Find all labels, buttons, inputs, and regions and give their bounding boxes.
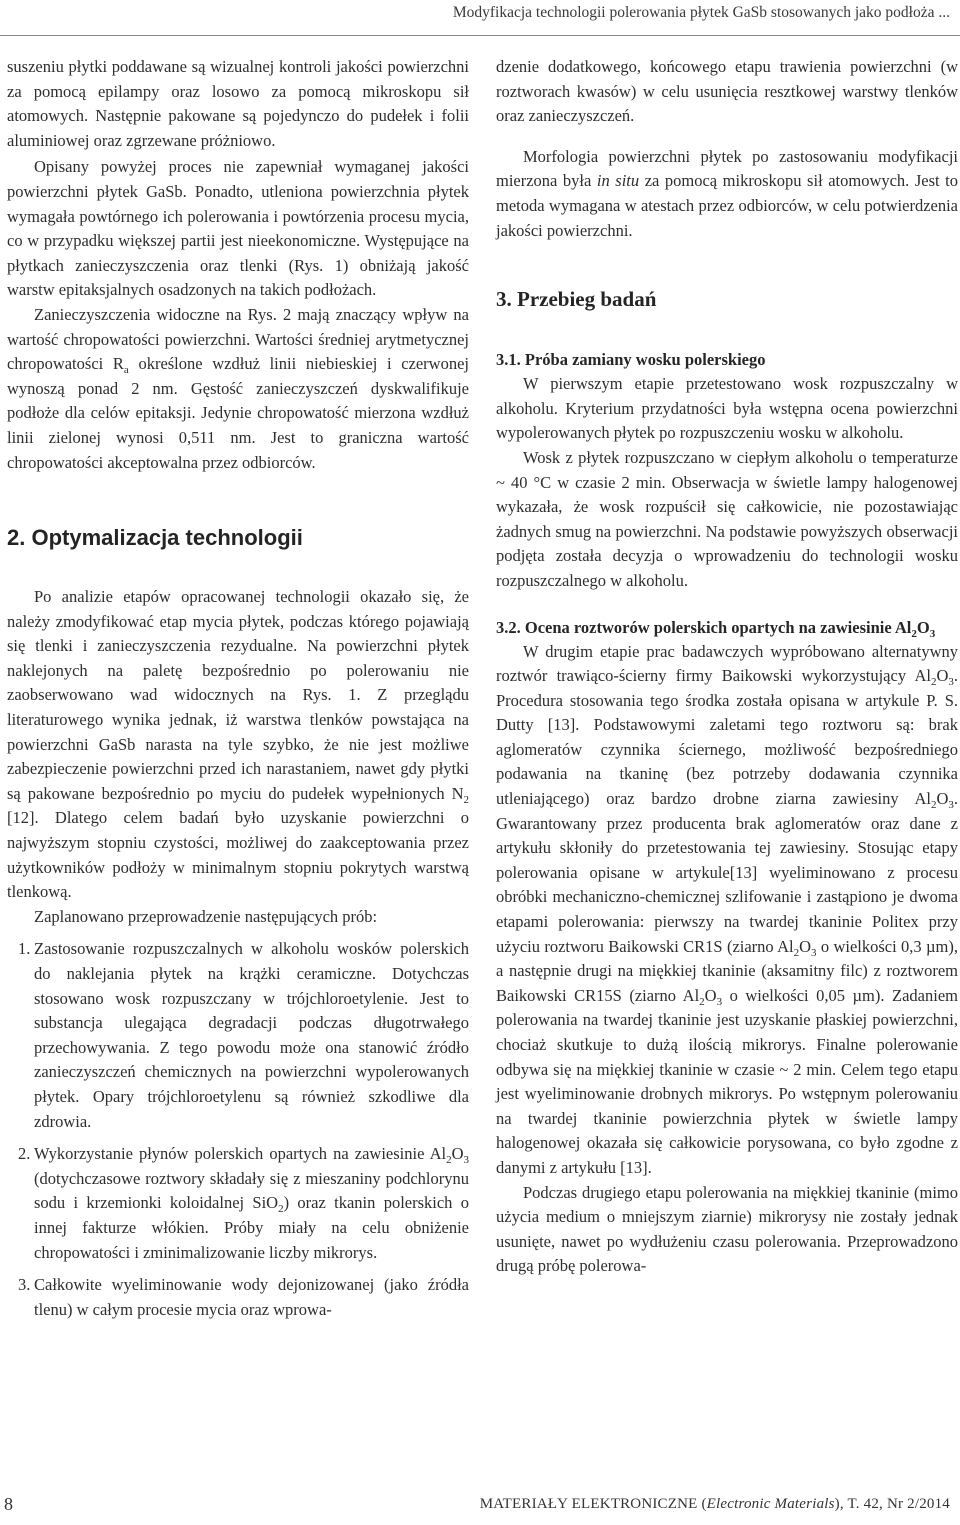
list-item: 2. Wykorzystanie płynów polerskich opartych na zawiesinie $Al_2O_3$ (dotychczasowe roztwory składały się z mieszaniny podchlorynu sodu i krzemionki koloidalnej SiO$_2$) oraz tkanin polerskich o innej fakturze włókien. Próby miały na celu obniżenie chropowatości i zminimalizowanie liczby mikrorys. <box>18 1144 470 1262</box>
running-title: Modyfikacja technologii polerowania płytek GaSb stosowanych jako podłoża ... <box>452 4 950 21</box>
journal-citation: MATERIAŁY ELEKTRONICZNE (Electronic Materials), T. 42, Nr 2/2014 <box>479 1496 950 1512</box>
left-column <box>7 55 469 1322</box>
subsection-heading: 3.1. Próba zamiany wosku polerskiego <box>496 350 766 370</box>
section-heading: 3. Przebieg badań <box>496 287 657 312</box>
paragraph: Zanieczyszczenia widoczne na Rys. 2 mają znaczący wpływ na wartość chropowatości powierzchni. Wartości średniej arytmetycznej chropowatości $R_a$ określone wzdłuż linii niebieskiej i czerwonej wynoszą ponad 2 nm. Gęstość zanieczyszczeń dyskwalifikuje podłoże dla celów epitaksji. Jedynie chropowatość mierzona wzdłuż linii zielonej wynosi 0,511 nm. Jest to graniczna wartość chropowatości akceptowalna przez odbiorców. <box>7 304 469 472</box>
page-number: 8 <box>4 1494 13 1514</box>
paragraph: Po analizie etapów opracowanej technologii okazało się, że należy zmodyfikować etap mycia płytek, podczas którego pojawiają się tlenki i zanieczyszczenia rezydualne. Na powierzchni płytek naklejonych na paletę bezpośrednio po polerowaniu nie zaobserwowano wad widocznych na Rys. 1. Z przeglądu literaturowego wynika jednak, iż warstwa tlenków powstająca na powierzchni GaSb narasta na tyle szybko, że nie jest możliwe zabezpieczenie powierzchni przed ich narastaniem, nawet gdy płytki są pakowane bezpośrednio po myciu do pudełek wypełnionych $N_2$ [12]. Dlatego celem badań było uzyskanie powierzchni o najwyższym stopniu czystości, możliwej do zaakceptowania przez użytkowników podłoży w minimalnym stopniu pokrytych warstwą tlenkową. <box>7 587 469 902</box>
section-heading: 2. Optymalizacja technologii <box>7 525 303 551</box>
page-footer <box>0 1494 960 1522</box>
paragraph: Morfologia powierzchni płytek po zastosowaniu modyfikacji mierzona była in situ za pomocą mikroskopu sił atomowych. Jest to metoda wymagana w atestach przez odbiorców, w celu potwierdzenia jakości powierzchni. <box>496 146 958 240</box>
list-item: 1. Zastosowanie rozpuszczalnych w alkoholu wosków polerskich do naklejania płytek na krążki ceramiczne. Dotychczas stosowano wosk rozpuszczany w trójchloroetylenie. Jest to substancja ulegająca degradacji podczas długotrwałego przechowywania. Z tego powodu może ona stanowić źródło zanieczyszczeń chemicznych na powierzchni wypolerowanych płytek. Opary trójchloroetylenu są również szkodliwe dla zdrowia. <box>18 939 469 1131</box>
paragraph: Wosk z płytek rozpuszczano w ciepłym alkoholu o temperaturze ~ 40 °C w czasie 2 min. Obserwacja w świetle lampy halogenowej wykazała, że wosk rozpuścił się całkowicie, nie pozostawiając żadnych smug na powierzchni. Na podstawie powyższych obserwacji podjęta została decyzja o wprowadzeniu do technologii wosku rozpuszczalnego w alkoholu. <box>496 447 958 590</box>
subsection-heading: 3.2. Ocena roztworów polerskich opartych na zawiesinie $Al_2O_3$ <box>496 617 936 640</box>
list-item: 3. Całkowite wyeliminowanie wody dejonizowanej (jako źródła tlenu) w całym procesie mycia oraz wprowa- <box>18 1275 469 1319</box>
paragraph: Podczas drugiego etapu polerowania na miękkiej tkaninie (mimo użycia medium o mniejszym ziarnie) mikrorysy nie zostały jednak usunięte, nawet po wydłużeniu czasu polerowania. Przeprowadzono drugą próbę polerowa- <box>496 1182 958 1276</box>
paragraph: W drugim etapie prac badawczych wypróbowano alternatywny roztwór trawiąco-ścierny firmy Baikowski wykorzystujący $Al_2O_3$. Procedura stosowania tego środka została opisana w artykule P. S. Dutty [13]. Podstawowymi zaletami tego roztworu są: brak aglomeratów czynnika ściernego, możliwość bezpośredniego podawania na tkaninę (bez potrzeby dodawania czynnika utleniającego) oraz bardzo drobne ziarna zawiesiny $Al_2O_3$. Gwarantowany przez producenta brak aglomeratów oraz dane z artykułu skłoniły do przetestowania tej zawiesiny. Stosując etapy polerowania opisane w artykule[13] wyeliminowano z procesu obróbki mechaniczno-chemicznej szlifowanie i zastąpiono je dwoma etapami polerowania: pierwszy na twardej tkaninie Politex przy użyciu roztworu Baikowski CR1S (ziarno $Al_2O_3$ o wielkości 0,3 µm), a następnie drugi na miękkiej tkaninie (aksamitny filc) z roztworem Baikowski CR15S (ziarno $Al_2O_3$ o wielkości 0,05 µm). Zadaniem polerowania na twardej tkaninie jest uzyskanie płaskiej powierzchni, chociaż skutkuje to dużą ilością mikrorys. Finalne polerowanie odbywa się na miękkiej tkaninie w czasie ~ 2 min. Celem tego etapu jest wyeliminowanie drobnych mikrorys. Po wstępnym polerowaniu na twardej tkaninie powierzchnia płytek w świetle lampy halogenowej okazała się całkowicie porysowana, co było zgodne z danymi z artykułu [13]. <box>496 641 958 1177</box>
paragraph: Zaplanowano przeprowadzenie następujących prób: <box>34 906 378 926</box>
paragraph: suszeniu płytki poddawane są wizualnej kontroli jakości powierzchni za pomocą epilampy oraz losowo za pomocą mikroskopu sił atomowych. Następnie pakowane są pojedynczo do pudełek i folii aluminiowej oraz zgrzewane próżniowo. <box>7 57 469 150</box>
running-header <box>0 0 960 36</box>
paragraph: W pierwszym etapie przetestowano wosk rozpuszczalny w alkoholu. Kryterium przydatności była wstępna ocena powierzchni wypolerowanych płytek po rozpuszczeniu wosku w alkoholu. <box>496 374 958 443</box>
trial-list <box>7 937 469 1322</box>
paragraph: Opisany powyżej proces nie zapewniał wymaganej jakości powierzchni płytek GaSb. Ponadto, utleniona powierzchnia płytek wymagała powtórnego ich polerowania i powtórzenia procesu mycia, co w przypadku większej partii jest nieekonomiczne. Występujące na płytkach zanieczyszczenia oraz tlenki (Rys. 1) obniżają jakość warstw epitaksjalnych osadzonych na takich podłożach. <box>7 157 469 300</box>
paragraph: dzenie dodatkowego, końcowego etapu trawienia powierzchni (w roztworach kwasów) w celu usunięcia resztkowej warstwy tlenków oraz zanieczyszczeń. <box>496 57 958 126</box>
right-column <box>496 55 958 1279</box>
